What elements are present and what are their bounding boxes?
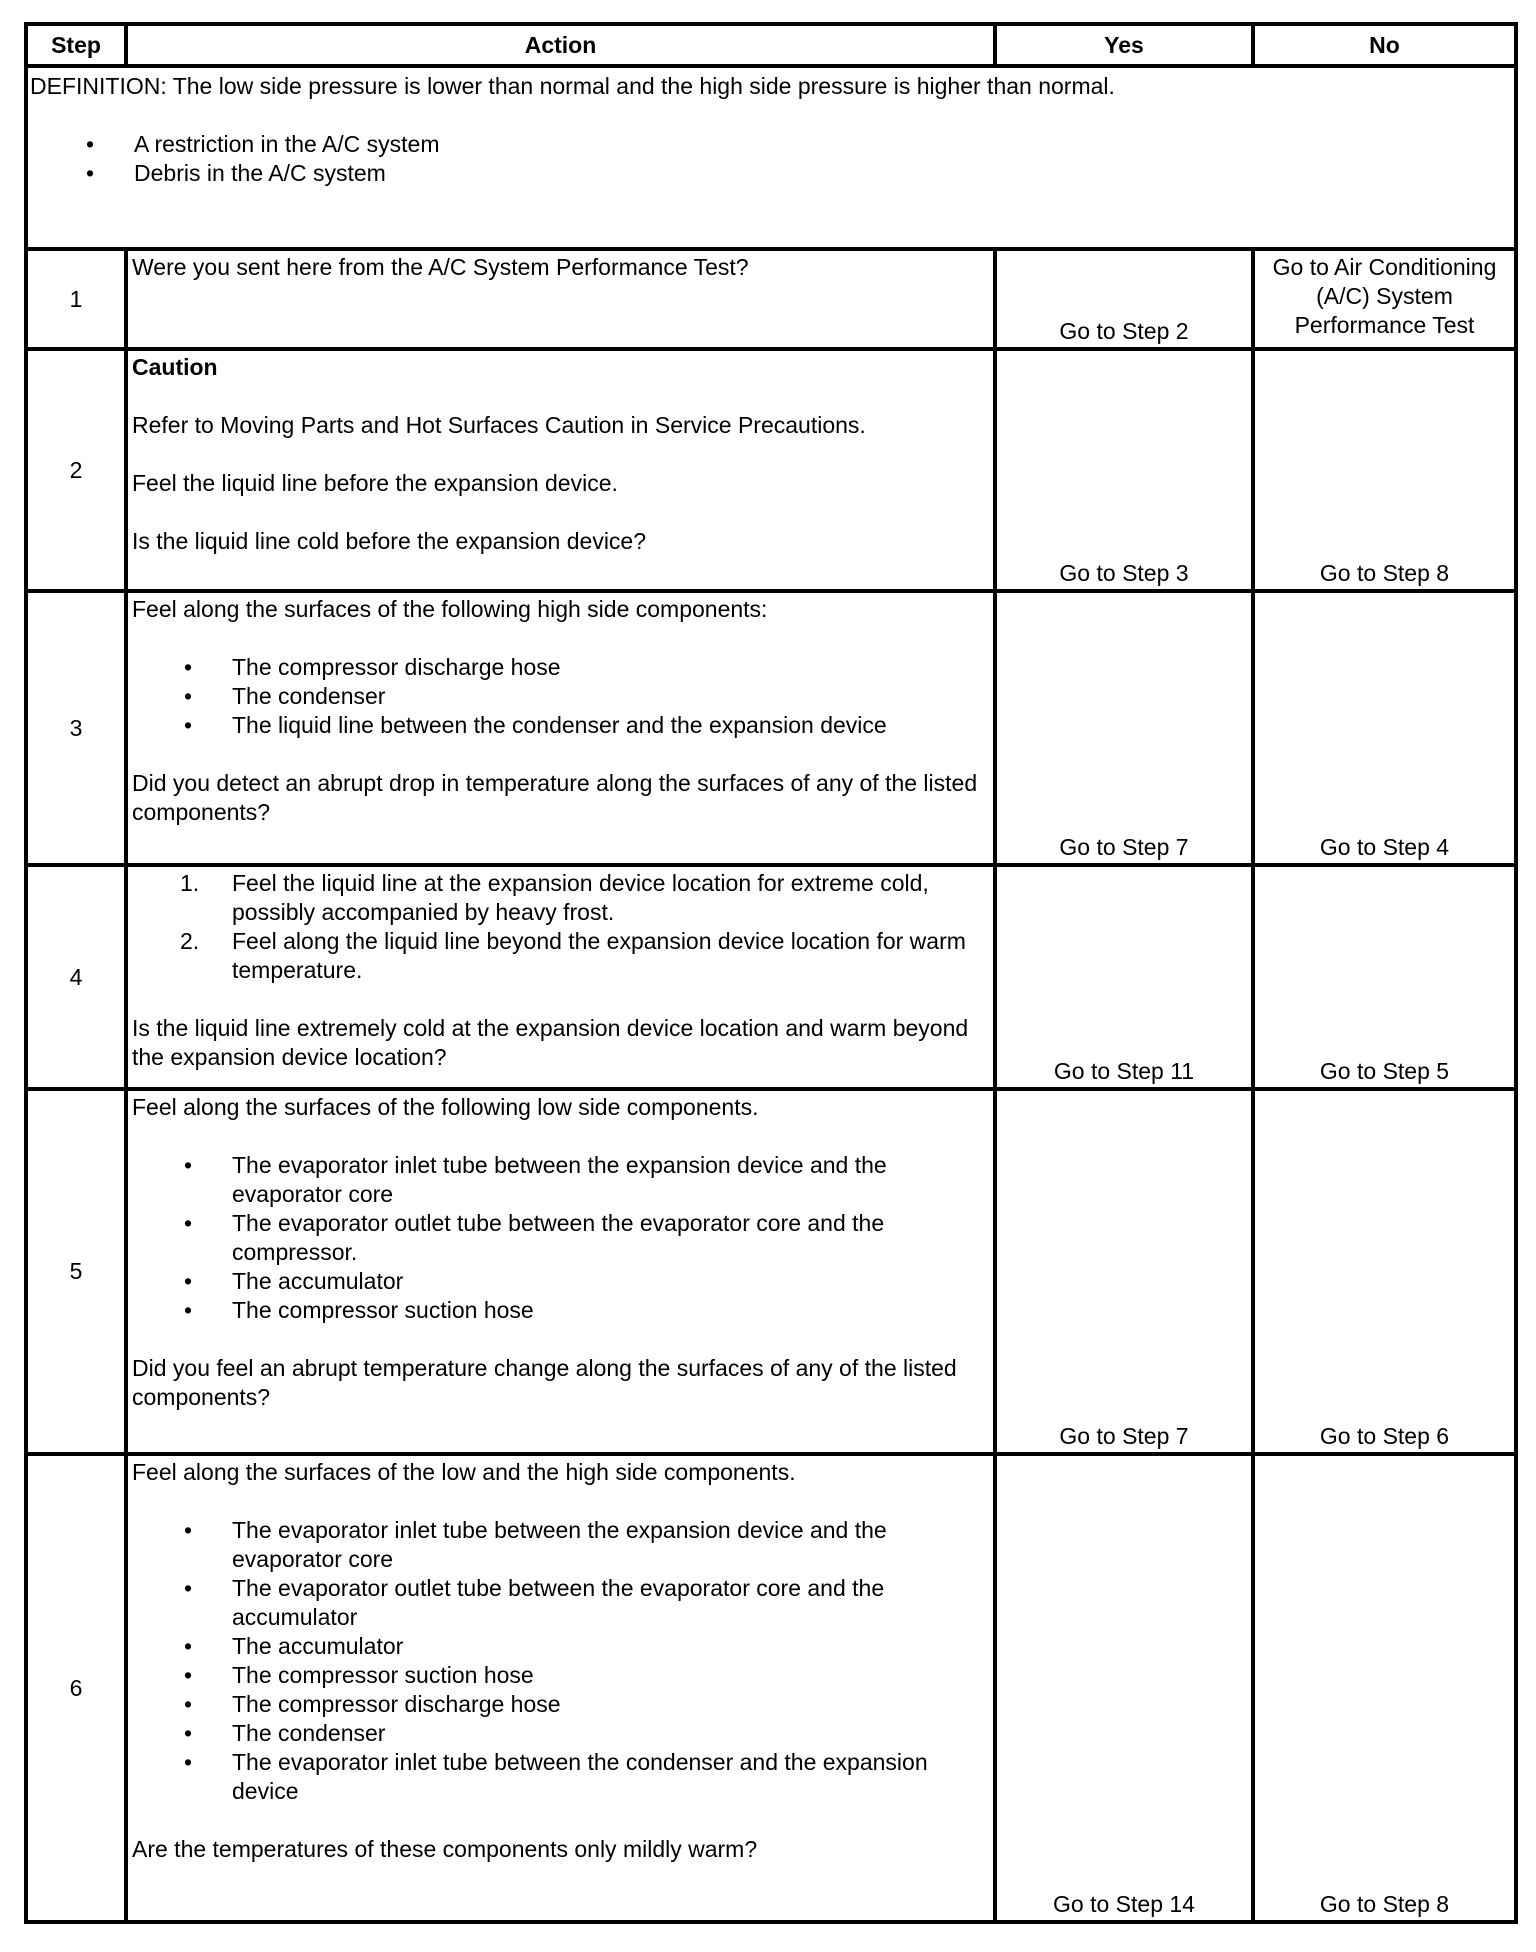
- list-item: • The evaporator outlet tube between the evaporator core and the accumulator: [132, 1574, 989, 1632]
- header-action: Action: [126, 24, 995, 66]
- no-cell: Go to Air Conditioning (A/C) System Performance Test: [1253, 249, 1516, 349]
- step-question: Are the temperatures of these components only mildly warm?: [132, 1836, 758, 1862]
- no-cell: Go to Step 6: [1253, 1089, 1516, 1454]
- list-item: • The evaporator inlet tube between the expansion device and the evaporator core: [132, 1151, 989, 1209]
- yes-cell: Go to Step 3: [995, 349, 1253, 591]
- list-item: [132, 927, 989, 985]
- list-item: • The condenser: [132, 682, 989, 711]
- definition-text: DEFINITION: The low side pressure is lower than normal and the high side pressure is higher than normal.: [30, 73, 1115, 99]
- list-item: • The accumulator: [132, 1267, 989, 1296]
- list-item: • The evaporator outlet tube between the evaporator core and the compressor.: [132, 1209, 989, 1267]
- step-question: Is the liquid line cold before the expansion device?: [132, 528, 647, 554]
- list-item: • Debris in the A/C system: [30, 159, 1510, 188]
- action-cell: [126, 1454, 995, 1922]
- step-intro: Feel along the surfaces of the low and the high side components.: [132, 1459, 796, 1485]
- yes-cell: Go to Step 2: [995, 249, 1253, 349]
- list-number: 1.: [180, 870, 200, 896]
- table-row: [26, 591, 1516, 865]
- caution-text: Refer to Moving Parts and Hot Surfaces Caution in Service Precautions.: [132, 412, 866, 438]
- step-number: 1: [26, 249, 126, 349]
- caution-heading: Caution: [132, 354, 218, 380]
- list-item: • The compressor discharge hose: [132, 653, 989, 682]
- list-text: Feel along the liquid line beyond the expansion device location for warm temperature.: [232, 928, 966, 983]
- component-bullet-list: [132, 653, 989, 740]
- table-row: [26, 1454, 1516, 1922]
- step-question: Were you sent here from the A/C System Performance Test?: [132, 254, 749, 280]
- action-cell: [126, 865, 995, 1089]
- header-row: [26, 24, 1516, 66]
- step-number: 3: [26, 591, 126, 865]
- list-item: • The liquid line between the condenser and the expansion device: [132, 711, 989, 740]
- no-cell: Go to Step 5: [1253, 865, 1516, 1089]
- header-no: No: [1253, 24, 1516, 66]
- list-item: • The compressor suction hose: [132, 1296, 989, 1325]
- component-bullet-list: [132, 1516, 989, 1806]
- list-number: 2.: [180, 928, 200, 954]
- step-intro: Feel along the surfaces of the following low side components.: [132, 1094, 759, 1120]
- header-step: Step: [26, 24, 126, 66]
- component-bullet-list: [132, 1151, 989, 1325]
- table-row: [26, 1089, 1516, 1454]
- yes-cell: Go to Step 14: [995, 1454, 1253, 1922]
- definition-bullet-list: [30, 130, 1510, 188]
- yes-cell: Go to Step 7: [995, 591, 1253, 865]
- step-intro: Feel along the surfaces of the following high side components:: [132, 596, 768, 622]
- action-cell: [126, 1089, 995, 1454]
- step-number: 4: [26, 865, 126, 1089]
- step-question: Is the liquid line extremely cold at the expansion device location and warm beyond the expansion device location?: [132, 1015, 969, 1070]
- list-item: • The evaporator inlet tube between the expansion device and the evaporator core: [132, 1516, 989, 1574]
- diagnostic-table: [24, 22, 1518, 1924]
- definition-cell: [26, 66, 1516, 249]
- yes-cell: Go to Step 11: [995, 865, 1253, 1089]
- numbered-list: [132, 869, 989, 985]
- no-cell: Go to Step 8: [1253, 1454, 1516, 1922]
- table-row: [26, 865, 1516, 1089]
- table-row: [26, 249, 1516, 349]
- no-cell: Go to Step 4: [1253, 591, 1516, 865]
- list-item: • A restriction in the A/C system: [30, 130, 1510, 159]
- list-item: [132, 869, 989, 927]
- list-item: • The compressor suction hose: [132, 1661, 989, 1690]
- step-instruction: Feel the liquid line before the expansion device.: [132, 470, 618, 496]
- list-text: Feel the liquid line at the expansion device location for extreme cold, possibly accompanied by heavy frost.: [232, 870, 929, 925]
- list-item: • The accumulator: [132, 1632, 989, 1661]
- definition-row: [26, 66, 1516, 249]
- step-question: Did you detect an abrupt drop in temperature along the surfaces of any of the listed components?: [132, 770, 978, 825]
- header-yes: Yes: [995, 24, 1253, 66]
- list-item: • The compressor discharge hose: [132, 1690, 989, 1719]
- action-cell: [126, 591, 995, 865]
- list-item: • The evaporator inlet tube between the condenser and the expansion device: [132, 1748, 989, 1806]
- step-number: 5: [26, 1089, 126, 1454]
- table-row: [26, 349, 1516, 591]
- step-number: 2: [26, 349, 126, 591]
- no-cell: Go to Step 8: [1253, 349, 1516, 591]
- action-cell: [126, 249, 995, 349]
- step-question: Did you feel an abrupt temperature change along the surfaces of any of the listed components?: [132, 1355, 957, 1410]
- action-cell: [126, 349, 995, 591]
- step-number: 6: [26, 1454, 126, 1922]
- list-item: • The condenser: [132, 1719, 989, 1748]
- yes-cell: Go to Step 7: [995, 1089, 1253, 1454]
